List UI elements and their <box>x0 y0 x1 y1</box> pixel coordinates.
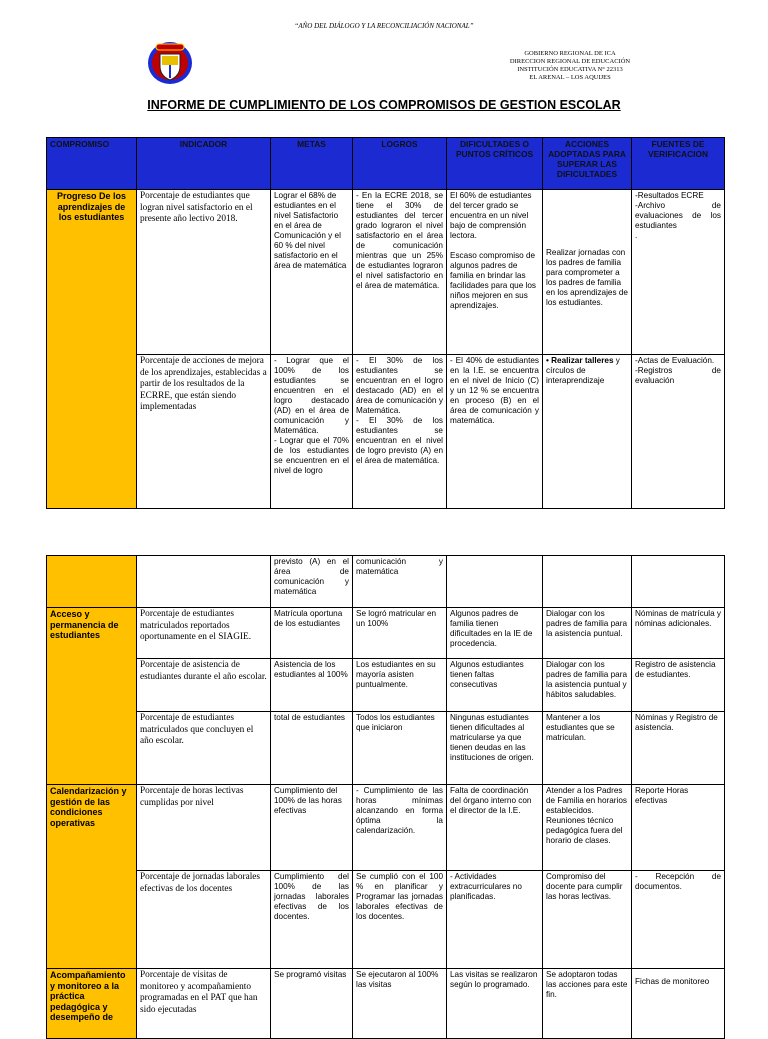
indicador-cell: Porcentaje de estudiantes que logran nivel satisfactorio en el presente año lectivo 2018. <box>137 190 271 355</box>
acciones-cell: Se adoptaron todas las acciones para este fin. <box>543 969 632 1039</box>
col-header-logros: LOGROS <box>353 138 447 190</box>
metas-cell: Asistencia de los estudiantes al 100% <box>271 659 353 712</box>
logros-cell: - Cumplimiento de las horas mínimas alcanzando en forma óptima la calendarización. <box>353 785 447 871</box>
table-row <box>47 355 725 509</box>
compromisos-table-page2 <box>46 555 725 1039</box>
fuentes-cell: Fichas de monitoreo <box>632 969 725 1039</box>
logros-cell: Se logró matricular en un 100% <box>353 608 447 659</box>
dificultades-cell <box>447 556 543 608</box>
fuentes-cell: Nóminas de matrícula y nóminas adicionales. <box>632 608 725 659</box>
col-header-dificultades: DIFICULTADES O PUNTOS CRÍTICOS <box>447 138 543 190</box>
fuentes-cell: - Recepción de documentos. <box>632 871 725 969</box>
metas-cell: previsto (A) en el área de comunicación y matemática <box>271 556 353 608</box>
school-crest-logo <box>146 38 194 86</box>
indicador-cell <box>137 556 271 608</box>
dificultades-cell: - El 40% de estudiantes en la I.E. se encuentra en el nivel de Inicio (C) y un 12 % se encuentra en proceso (B) en el área de comunicación y matemática. <box>447 355 543 509</box>
organization-block <box>480 50 660 82</box>
col-header-acciones: ACCIONES ADOPTADAS PARA SUPERAR LAS DIFICULTADES <box>543 138 632 190</box>
table-row <box>47 659 725 712</box>
indicador-cell: Porcentaje de acciones de mejora de los aprendizajes, establecidas a partir de los resultados de la ECRRE, que están siendo implementadas <box>137 355 271 509</box>
acciones-cell: Atender a los Padres de Familia en horarios establecidos. Reuniones técnico pedagógica fuera del horario de clases. <box>543 785 632 871</box>
metas-cell: Se programó visitas <box>271 969 353 1039</box>
compromisos-table-page1 <box>46 137 725 509</box>
col-header-metas: METAS <box>271 138 353 190</box>
org-line-4: EL ARENAL – LOS AQUIJES <box>529 74 611 81</box>
logros-cell: Todos los estudiantes que iniciaron <box>353 712 447 785</box>
fuentes-cell: Registro de asistencia de estudiantes. <box>632 659 725 712</box>
indicador-cell: Porcentaje de jornadas laborales efectivas de los docentes <box>137 871 271 969</box>
logros-cell: comunicación y matemática <box>353 556 447 608</box>
logros-cell: Se cumplió con el 100 % en planificar y Programar las jornadas laborales efectivas de los docentes. <box>353 871 447 969</box>
fuentes-cell: Nóminas y Registro de asistencia. <box>632 712 725 785</box>
indicador-cell: Porcentaje de estudiantes matriculados reportados oportunamente en el SIAGIE. <box>137 608 271 659</box>
org-line-2: DIRECCION REGIONAL DE EDUCACIÓN <box>509 58 631 65</box>
indicador-cell: Porcentaje de estudiantes matriculados que concluyen el año escolar. <box>137 712 271 785</box>
col-header-indicador: INDICADOR <box>137 138 271 190</box>
table-row <box>47 556 725 608</box>
metas-cell: - Lograr que el 100% de los estudiantes se encuentren en el logro destacado (AD) en el área de comunicación y Matemática. - Lograr que el 70% de los estudiantes se encuentren en el nivel de logro <box>271 355 353 509</box>
acciones-cell <box>543 556 632 608</box>
table-row <box>47 871 725 969</box>
dificultades-cell: Ningunas estudiantes tienen dificultades al matricularse ya que tienen deudas en las instituciones de origen. <box>447 712 543 785</box>
table-row <box>47 785 725 871</box>
org-line-3: INSTITUCIÓN EDUCATIVA N° 22313 <box>517 66 623 73</box>
table-row <box>47 190 725 355</box>
logros-cell: Los estudiantes en su mayoría asisten puntualmente. <box>353 659 447 712</box>
metas-cell: total de estudiantes <box>271 712 353 785</box>
acciones-bold-label: • Realizar talleres <box>546 356 614 365</box>
metas-cell: Lograr el 68% de estudiantes en el nivel Satisfactorio en el área de Comunicación y el 60 % del nivel satisfactorio en el área de matemática <box>271 190 353 355</box>
logros-cell: - El 30% de los estudiantes se encuentran en el logro destacado (AD) en el área de comunicación y Matemática. - El 30% de los estudiantes se encuentran en el nivel de logro previsto (A) en el área de matemática. <box>353 355 447 509</box>
compromiso-cell <box>47 556 137 608</box>
indicador-cell: Porcentaje de asistencia de estudiantes durante el año escolar. <box>137 659 271 712</box>
dificultades-cell: Algunos estudiantes tienen faltas consecutivas <box>447 659 543 712</box>
compromiso-cell: Acompañamiento y monitoreo a la práctica pedagógica y desempeño de <box>47 969 137 1039</box>
metas-cell: Cumplimiento del 100% de las horas efectivas <box>271 785 353 871</box>
dificultades-cell: Falta de coordinación del órgano interno con el director de la I.E. <box>447 785 543 871</box>
logros-cell: - En la ECRE 2018, se tiene el 30% de estudiantes del tercer grado lograron el nivel satisfactorio en el área de comunicación mientras que un 25% de estudiantes lograron el nivel satisfactorio en el área de matemática. <box>353 190 447 355</box>
fuentes-cell: -Resultados ECRE -Archivo de evaluaciones de los estudiantes . <box>632 190 725 355</box>
compromiso-cell: Progreso De los aprendizajes de los estudiantes <box>47 190 137 509</box>
fuentes-cell <box>632 556 725 608</box>
acciones-cell: Mantener a los estudiantes que se matriculan. <box>543 712 632 785</box>
fuentes-cell: Reporte Horas efectivas <box>632 785 725 871</box>
dificultades-cell: Las visitas se realizaron según lo programado. <box>447 969 543 1039</box>
fuentes-cell: -Actas de Evaluación. -Registros de evaluación <box>632 355 725 509</box>
report-title: INFORME DE CUMPLIMIENTO DE LOS COMPROMISOS DE GESTION ESCOLAR <box>147 98 621 112</box>
table-row <box>47 608 725 659</box>
table-row <box>47 969 725 1039</box>
logros-cell: Se ejecutaron al 100% las visitas <box>353 969 447 1039</box>
motto-text: “AÑO DEL DIÁLOGO Y LA RECONCILIACIÓN NACIONAL” <box>294 22 474 30</box>
metas-cell: Matrícula oportuna de los estudiantes <box>271 608 353 659</box>
compromiso-cell: Acceso y permanencia de estudiantes <box>47 608 137 785</box>
compromiso-cell: Calendarización y gestión de las condiciones operativas <box>47 785 137 969</box>
acciones-cell: Realizar jornadas con los padres de familia para comprometer a los padres de familia en los aprendizajes de los estudiantes. <box>543 190 632 355</box>
acciones-cell: Dialogar con los padres de familia para la asistencia puntual. <box>543 608 632 659</box>
acciones-cell: Dialogar con los padres de familia para la asistencia puntual y hábitos saludables. <box>543 659 632 712</box>
col-header-compromiso: COMPROMISO <box>47 138 137 190</box>
dificultades-cell: Algunos padres de familia tienen dificultades en la IE de procedencia. <box>447 608 543 659</box>
acciones-text: y círculos de interaprendizaje <box>546 356 620 385</box>
col-header-fuentes: FUENTES DE VERIFICACION <box>632 138 725 190</box>
org-line-1: GOBIERNO REGIONAL DE ICA <box>524 50 616 57</box>
acciones-cell: Compromiso del docente para cumplir las horas lectivas. <box>543 871 632 969</box>
acciones-cell <box>543 355 632 509</box>
metas-cell: Cumplimiento del 100% de las jornadas laborales efectivas de los docentes. <box>271 871 353 969</box>
header-row <box>47 138 725 190</box>
dificultades-cell: - Actividades extracurriculares no planificadas. <box>447 871 543 969</box>
indicador-cell: Porcentaje de horas lectivas cumplidas por nivel <box>137 785 271 871</box>
table-row <box>47 712 725 785</box>
indicador-cell: Porcentaje de visitas de monitoreo y acompañamiento programadas en el PAT que han sido ejecutadas <box>137 969 271 1039</box>
dificultades-cell: El 60% de estudiantes del tercer grado se encuentra en un nivel bajo de comprensión lectora. Escaso compromiso de algunos padres de familia en brindar las facilidades para que los niños mejoren en sus aprendizajes. <box>447 190 543 355</box>
